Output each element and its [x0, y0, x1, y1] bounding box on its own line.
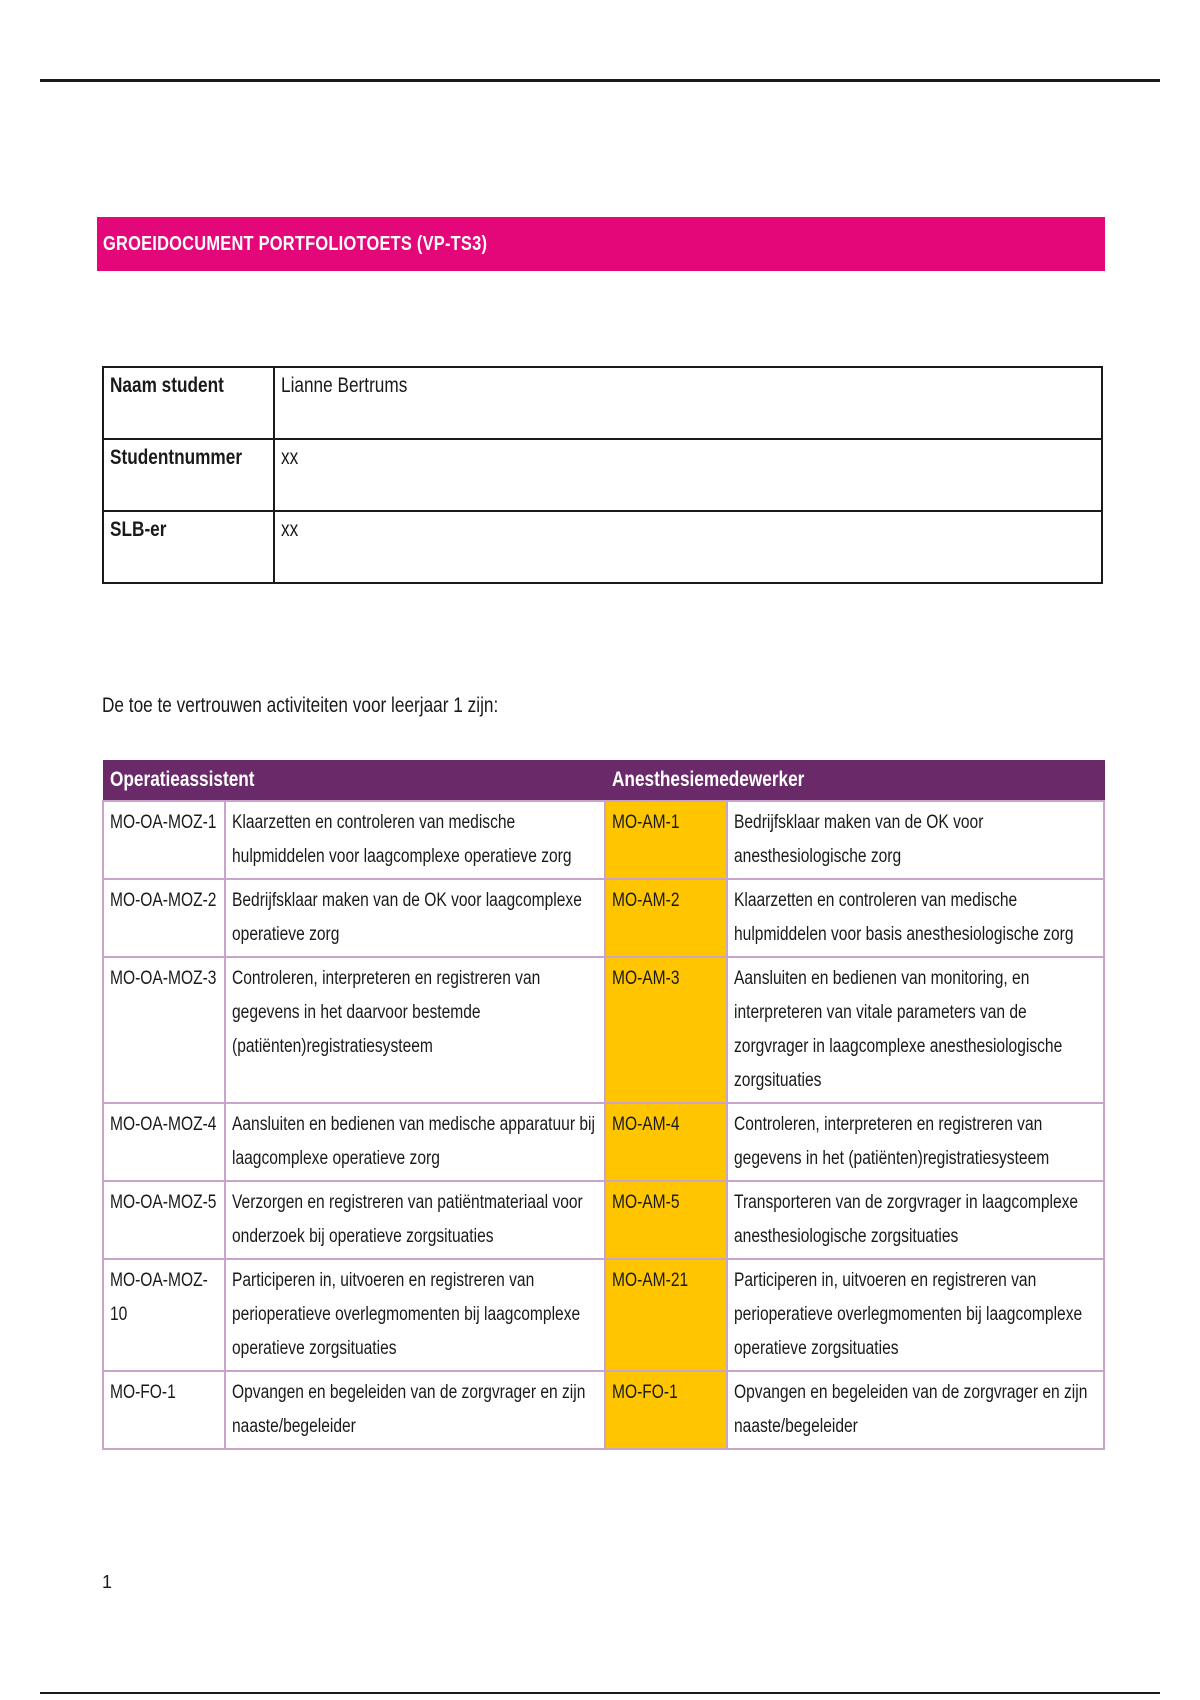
info-label: SLB-er — [110, 518, 167, 541]
oa-activity-cell: Bedrijfsklaar maken van de OK voor laagcomplexe operatieve zorg — [232, 889, 582, 945]
info-value: xx — [281, 446, 299, 469]
intro-text: De toe te vertrouwen activiteiten voor leerjaar 1 zijn: — [102, 694, 499, 717]
oa-code-cell: MO-OA-MOZ-1 — [110, 811, 217, 833]
info-value: Lianne Bertrums — [281, 374, 408, 397]
table-row — [103, 879, 1104, 957]
am-activity-cell: Aansluiten en bedienen van monitoring, en interpreteren van vitale parameters van de zorgvrager in laagcomplexe anesthesiologische zorgsituaties — [734, 967, 1063, 1091]
info-row — [103, 367, 1102, 439]
activities-header-row — [103, 761, 1104, 801]
oa-code-cell: MO-FO-1 — [110, 1381, 176, 1403]
table-row — [103, 1259, 1104, 1371]
am-code-cell: MO-AM-21 — [612, 1269, 689, 1291]
page-number: 1 — [102, 1572, 113, 1592]
table-row — [103, 1371, 1104, 1449]
am-activity-cell: Controleren, interpreteren en registreren van gegevens in het (patiënten)registratiesysteem — [734, 1113, 1050, 1169]
activities-table — [102, 760, 1105, 1450]
am-code-cell: MO-FO-1 — [612, 1381, 678, 1403]
info-label: Naam student — [110, 374, 224, 397]
am-activity-cell: Opvangen en begeleiden van de zorgvrager en zijn naaste/begeleider — [734, 1381, 1088, 1437]
table-row — [103, 801, 1104, 879]
top-rule — [40, 79, 1160, 82]
am-code-cell: MO-AM-4 — [612, 1113, 680, 1135]
bottom-rule — [40, 1692, 1160, 1694]
am-code-cell: MO-AM-2 — [612, 889, 680, 911]
oa-activity-cell: Aansluiten en bedienen van medische apparatuur bij laagcomplexe operatieve zorg — [232, 1113, 595, 1169]
oa-activity-cell: Controleren, interpreteren en registreren van gegevens in het daarvoor bestemde (patiënten)registratiesysteem — [232, 967, 541, 1057]
table-row — [103, 1103, 1104, 1181]
header-anesthesiemedewerker: Anesthesiemedewerker — [611, 768, 804, 792]
info-label: Studentnummer — [110, 446, 243, 469]
am-activity-cell: Klaarzetten en controleren van medische hulpmiddelen voor basis anesthesiologische zorg — [734, 889, 1074, 945]
info-value: xx — [281, 518, 299, 541]
am-code-cell: MO-AM-5 — [612, 1191, 680, 1213]
info-row — [103, 439, 1102, 511]
student-info-table — [102, 366, 1103, 584]
oa-code-cell: MO-OA-MOZ-4 — [110, 1113, 217, 1135]
table-row — [103, 957, 1104, 1103]
oa-activity-cell: Klaarzetten en controleren van medische hulpmiddelen voor laagcomplexe operatieve zorg — [232, 811, 572, 867]
info-row — [103, 511, 1102, 583]
document-title: GROEIDOCUMENT PORTFOLIOTOETS (VP-TS3) — [103, 232, 488, 255]
am-activity-cell: Transporteren van de zorgvrager in laagcomplexe anesthesiologische zorgsituaties — [734, 1191, 1079, 1247]
am-code-cell: MO-AM-3 — [612, 967, 680, 989]
am-code-cell: MO-AM-1 — [612, 811, 680, 833]
oa-activity-cell: Participeren in, uitvoeren en registreren van perioperatieve overlegmomenten bij laagcomplexe operatieve zorgsituaties — [232, 1269, 581, 1359]
oa-code-cell: MO-OA-MOZ-10 — [110, 1269, 208, 1325]
oa-activity-cell: Verzorgen en registreren van patiëntmateriaal voor onderzoek bij operatieve zorgsituaties — [232, 1191, 583, 1247]
am-activity-cell: Participeren in, uitvoeren en registreren van perioperatieve overlegmomenten bij laagcomplexe operatieve zorgsituaties — [734, 1269, 1083, 1359]
document-title-bar — [97, 217, 1105, 271]
am-activity-cell: Bedrijfsklaar maken van de OK voor anesthesiologische zorg — [734, 811, 984, 867]
table-row — [103, 1181, 1104, 1259]
oa-code-cell: MO-OA-MOZ-5 — [110, 1191, 217, 1213]
oa-activity-cell: Opvangen en begeleiden van de zorgvrager en zijn naaste/begeleider — [232, 1381, 586, 1437]
oa-code-cell: MO-OA-MOZ-3 — [110, 967, 217, 989]
header-operatieassistent: Operatieassistent — [109, 768, 255, 792]
oa-code-cell: MO-OA-MOZ-2 — [110, 889, 217, 911]
